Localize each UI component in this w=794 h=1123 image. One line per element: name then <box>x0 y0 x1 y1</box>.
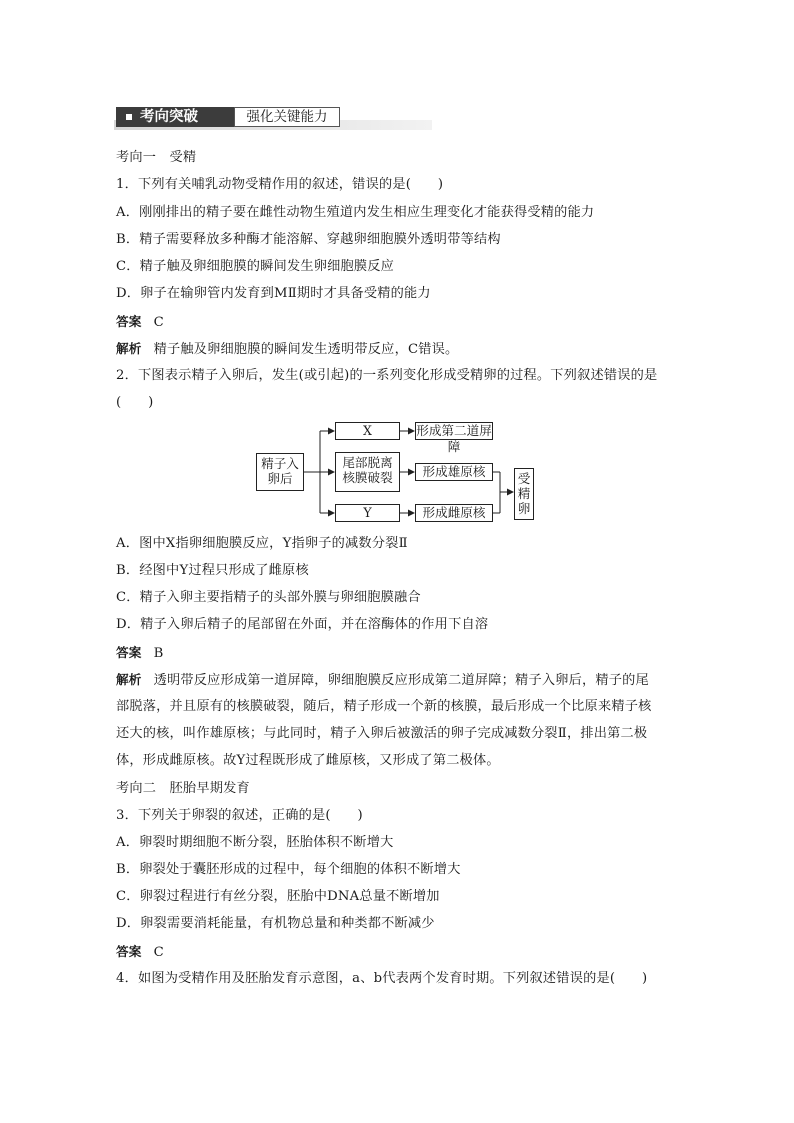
q2-option-b: B．经图中Y过程只形成了雌原核 <box>116 563 309 578</box>
q3-option-d: D．卵裂需要消耗能量，有机物总量和种类都不断减少 <box>116 916 435 931</box>
q2-analysis-line-3: 还大的核，叫作雄原核；与此同时，精子入卵后被激活的卵子完成减数分裂Ⅱ，排出第二极 <box>116 726 648 741</box>
banner-title: 考向突破 <box>140 109 198 125</box>
answer-label: 答案 <box>116 645 142 660</box>
q4-stem: 4．如图为受精作用及胚胎发育示意图，a、b代表两个发育时期。下列叙述错误的是( ) <box>116 971 648 986</box>
result-char-1: 受 <box>517 471 531 486</box>
q1-option-c: C．精子触及卵细胞膜的瞬间发生卵细胞膜反应 <box>116 259 395 274</box>
start-line-1: 精子入 <box>261 456 299 471</box>
analysis-label: 解析 <box>116 341 142 356</box>
start-line-2: 卵后 <box>267 471 293 486</box>
answer-value: C <box>153 945 164 960</box>
section-banner <box>114 100 432 130</box>
diagram-y-box: Y <box>335 504 400 522</box>
diagram-start-box <box>256 453 304 491</box>
q1-analysis <box>116 340 458 359</box>
q2-stem: 2．下图表示精子入卵后，发生(或引起)的一系列变化形成受精卵的过程。下列叙述错误的是 <box>116 368 658 383</box>
q2-option-c: C．精子入卵主要指精子的头部外膜与卵细胞膜融合 <box>116 590 421 605</box>
answer-value: C <box>153 315 164 330</box>
diagram-mid-box <box>335 452 400 492</box>
q2-option-a: A．图中X指卵细胞膜反应，Y指卵子的减数分裂Ⅱ <box>116 536 408 551</box>
q3-answer <box>116 943 164 962</box>
q3-option-b: B．卵裂处于囊胚形成的过程中，每个细胞的体积不断增大 <box>116 862 461 877</box>
mid-line-1: 尾部脱离 <box>342 455 393 470</box>
section-heading-2: 考向二 胚胎早期发育 <box>116 781 250 796</box>
q3-option-c: C．卵裂过程进行有丝分裂，胚胎中DNA总量不断增加 <box>116 889 440 904</box>
diagram-out2-box: 形成雄原核 <box>415 463 493 481</box>
diagram-result-box <box>514 468 534 520</box>
mid-line-2: 核膜破裂 <box>342 470 393 485</box>
q2-stem-cont: ( ) <box>116 395 154 410</box>
analysis-label: 解析 <box>116 672 142 687</box>
analysis-text: 精子触及卵细胞膜的瞬间发生透明带反应，C错误。 <box>153 342 459 357</box>
diagram-out1-box: 形成第二道屏障 <box>416 423 492 454</box>
diagram-out3-box: 形成雌原核 <box>415 504 493 522</box>
banner-subtitle: 强化关键能力 <box>234 107 340 127</box>
q2-analysis-line-2: 部脱落，并且原有的核膜破裂，随后，精子形成一个新的核膜，最后形成一个比原来精子核 <box>116 699 652 714</box>
process-diagram <box>254 418 544 526</box>
result-char-2: 精 <box>517 486 531 501</box>
q2-analysis-line-4: 体，形成雌原核。故Y过程既形成了雌原核，又形成了第二极体。 <box>116 753 500 768</box>
q3-option-a: A．卵裂时期细胞不断分裂，胚胎体积不断增大 <box>116 835 394 850</box>
answer-label: 答案 <box>116 944 142 959</box>
q2-analysis-line-1 <box>116 671 649 690</box>
answer-value: B <box>153 646 164 661</box>
analysis-text: 透明带反应形成第一道屏障，卵细胞膜反应形成第二道屏障；精子入卵后，精子的尾 <box>153 673 649 688</box>
q3-stem: 3．下列关于卵裂的叙述，正确的是( ) <box>116 808 363 823</box>
result-char-3: 卵 <box>517 501 531 516</box>
q1-option-a: A．刚刚排出的精子要在雌性动物生殖道内发生相应生理变化才能获得受精的能力 <box>116 205 595 220</box>
q1-option-d: D．卵子在输卵管内发育到MⅡ期时才具备受精的能力 <box>116 286 431 301</box>
q2-answer <box>116 644 164 663</box>
q1-stem: 1．下列有关哺乳动物受精作用的叙述，错误的是( ) <box>116 177 444 192</box>
q1-option-b: B．精子需要释放多种酶才能溶解、穿越卵细胞膜外透明带等结构 <box>116 232 501 247</box>
q2-option-d: D．精子入卵后精子的尾部留在外面，并在溶酶体的作用下自溶 <box>116 617 489 632</box>
diagram-x-box: X <box>335 422 400 440</box>
answer-label: 答案 <box>116 314 142 329</box>
section-heading-1: 考向一 受精 <box>116 150 197 165</box>
square-bullet-icon <box>126 114 132 120</box>
banner-title-block <box>116 107 234 127</box>
q1-answer <box>116 313 164 332</box>
